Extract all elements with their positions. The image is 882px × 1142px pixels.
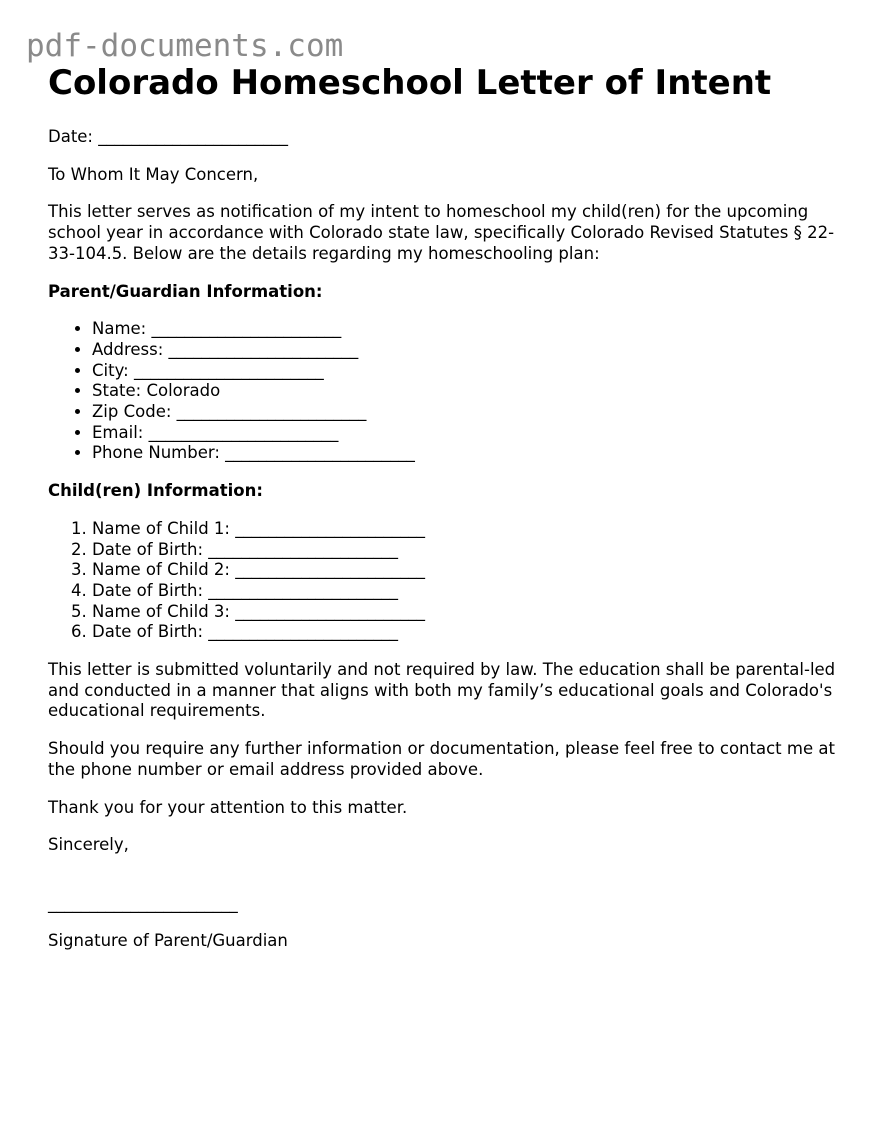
- parent-address-field: • Address: _______________________: [92, 340, 848, 361]
- signature-label: Signature of Parent/Guardian: [48, 931, 288, 951]
- child-3-name-field: 5. Name of Child 3: _______________________: [92, 602, 848, 623]
- thanks-line: Thank you for your attention to this matter.: [48, 797, 408, 817]
- date-field: Date: _______________________: [48, 127, 288, 146]
- signature-spacer: [48, 856, 848, 877]
- parent-zip-field: • Zip Code: _______________________: [92, 402, 848, 423]
- children-section-heading: Child(ren) Information:: [48, 481, 263, 501]
- intro-paragraph: This letter serves as notification of my intent to homeschool my child(ren) for the upcoming school year in accordance with Colorado state law, specifically Colorado Revised Statutes § 22-33-104.5. Below are the details regarding my homeschooling plan:: [48, 202, 835, 263]
- parent-section-heading: Parent/Guardian Information:: [48, 281, 323, 301]
- salutation: To Whom It May Concern,: [48, 164, 259, 184]
- child-1-dob-field: 2. Date of Birth: _______________________: [92, 540, 848, 561]
- parent-phone-field: • Phone Number: _______________________: [92, 443, 848, 464]
- watermark: pdf-documents.com: [26, 28, 344, 64]
- parent-email-field: • Email: _______________________: [92, 423, 848, 444]
- letter-document: [48, 62, 848, 952]
- child-2-name-field: 3. Name of Child 2: _______________________: [92, 560, 848, 581]
- sign-off: Sincerely,: [48, 835, 129, 855]
- children-info-list: [48, 519, 848, 643]
- voluntary-paragraph: This letter is submitted voluntarily and not required by law. The education shall be parental-led and conducted in a manner that aligns with both my family’s educational goals and Colorado's educational requirements.: [48, 660, 836, 721]
- child-2-dob-field: 4. Date of Birth: _______________________: [92, 581, 848, 602]
- contact-paragraph: Should you require any further information or documentation, please feel free to contact me at the phone number or email address provided above.: [48, 739, 835, 779]
- parent-city-field: • City: _______________________: [92, 361, 848, 382]
- parent-info-list: [48, 319, 848, 464]
- parent-state-field: • State: Colorado: [92, 381, 848, 402]
- child-3-dob-field: 6. Date of Birth: _______________________: [92, 622, 848, 643]
- signature-line: _______________________: [48, 893, 238, 913]
- child-1-name-field: 1. Name of Child 1: _______________________: [92, 519, 848, 540]
- document-title: Colorado Homeschool Letter of Intent: [48, 63, 772, 103]
- parent-name-field: • Name: _______________________: [92, 319, 848, 340]
